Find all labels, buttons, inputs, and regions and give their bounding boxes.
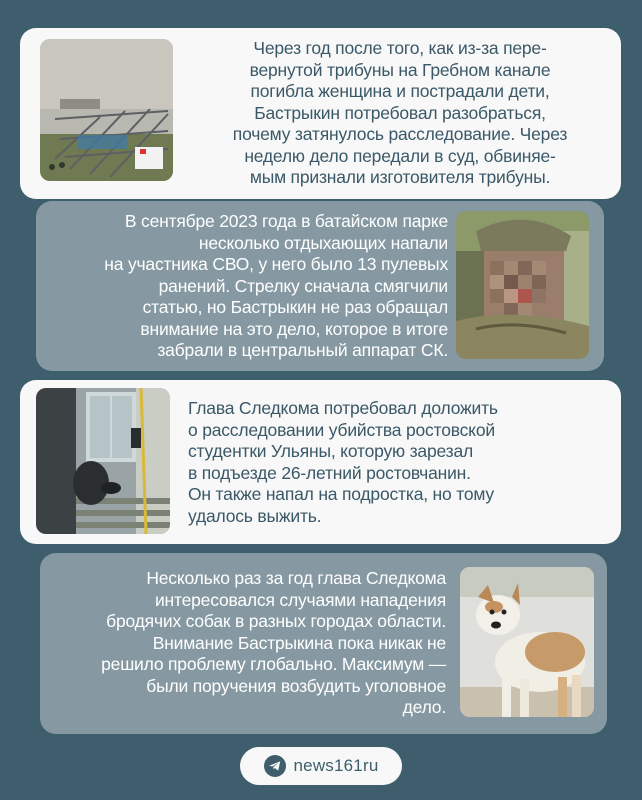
card-svo-participant <box>36 201 604 371</box>
brand-label: news161ru <box>293 756 379 775</box>
stairwell-photo <box>36 388 170 534</box>
card-text: Глава Следкома потребовал доложить о расследовании убийства ростовской студентки Ульяны, которую зарезал в подъезде 26-летний ростовчанин. Он также напал на подростка, но тому удалось выжить. <box>188 398 498 526</box>
card-student-murder <box>20 380 621 544</box>
card-text: В сентябре 2023 года в батайском парке несколько отдыхающих напали на участника СВО, у него было 13 пулевых ранений. Стрелку сначала смягчили статью, но Бастрыкин не раз обращал внимание на это дело, которое в итоге забрали в центральный аппарат СК. <box>104 211 448 360</box>
collapsed-grandstand-photo <box>40 39 173 181</box>
card-text: Через год после того, как из-за пере- вернутой трибуны на Гребном канале погибла женщина и пострадали дети, Бастрыкин потребовал разобраться, почему затянулось расследование. Через неделю дело передали в суд, обвиняе- мым признали изготовителя трибуны. <box>232 38 568 187</box>
stray-dog-photo <box>460 567 594 717</box>
wounded-soldier-photo <box>456 211 589 359</box>
card-stray-dogs <box>40 553 607 734</box>
card-grandstand <box>20 28 621 199</box>
brand-badge[interactable] <box>240 747 402 785</box>
telegram-icon <box>264 755 286 777</box>
card-text: Несколько раз за год глава Следкома интересовался случаями нападения бродячих собак в разных городах области. Внимание Бастрыкина пока никак не решило проблему глобально. Максимум — были поручения возбудить уголовное дело. <box>101 568 446 717</box>
